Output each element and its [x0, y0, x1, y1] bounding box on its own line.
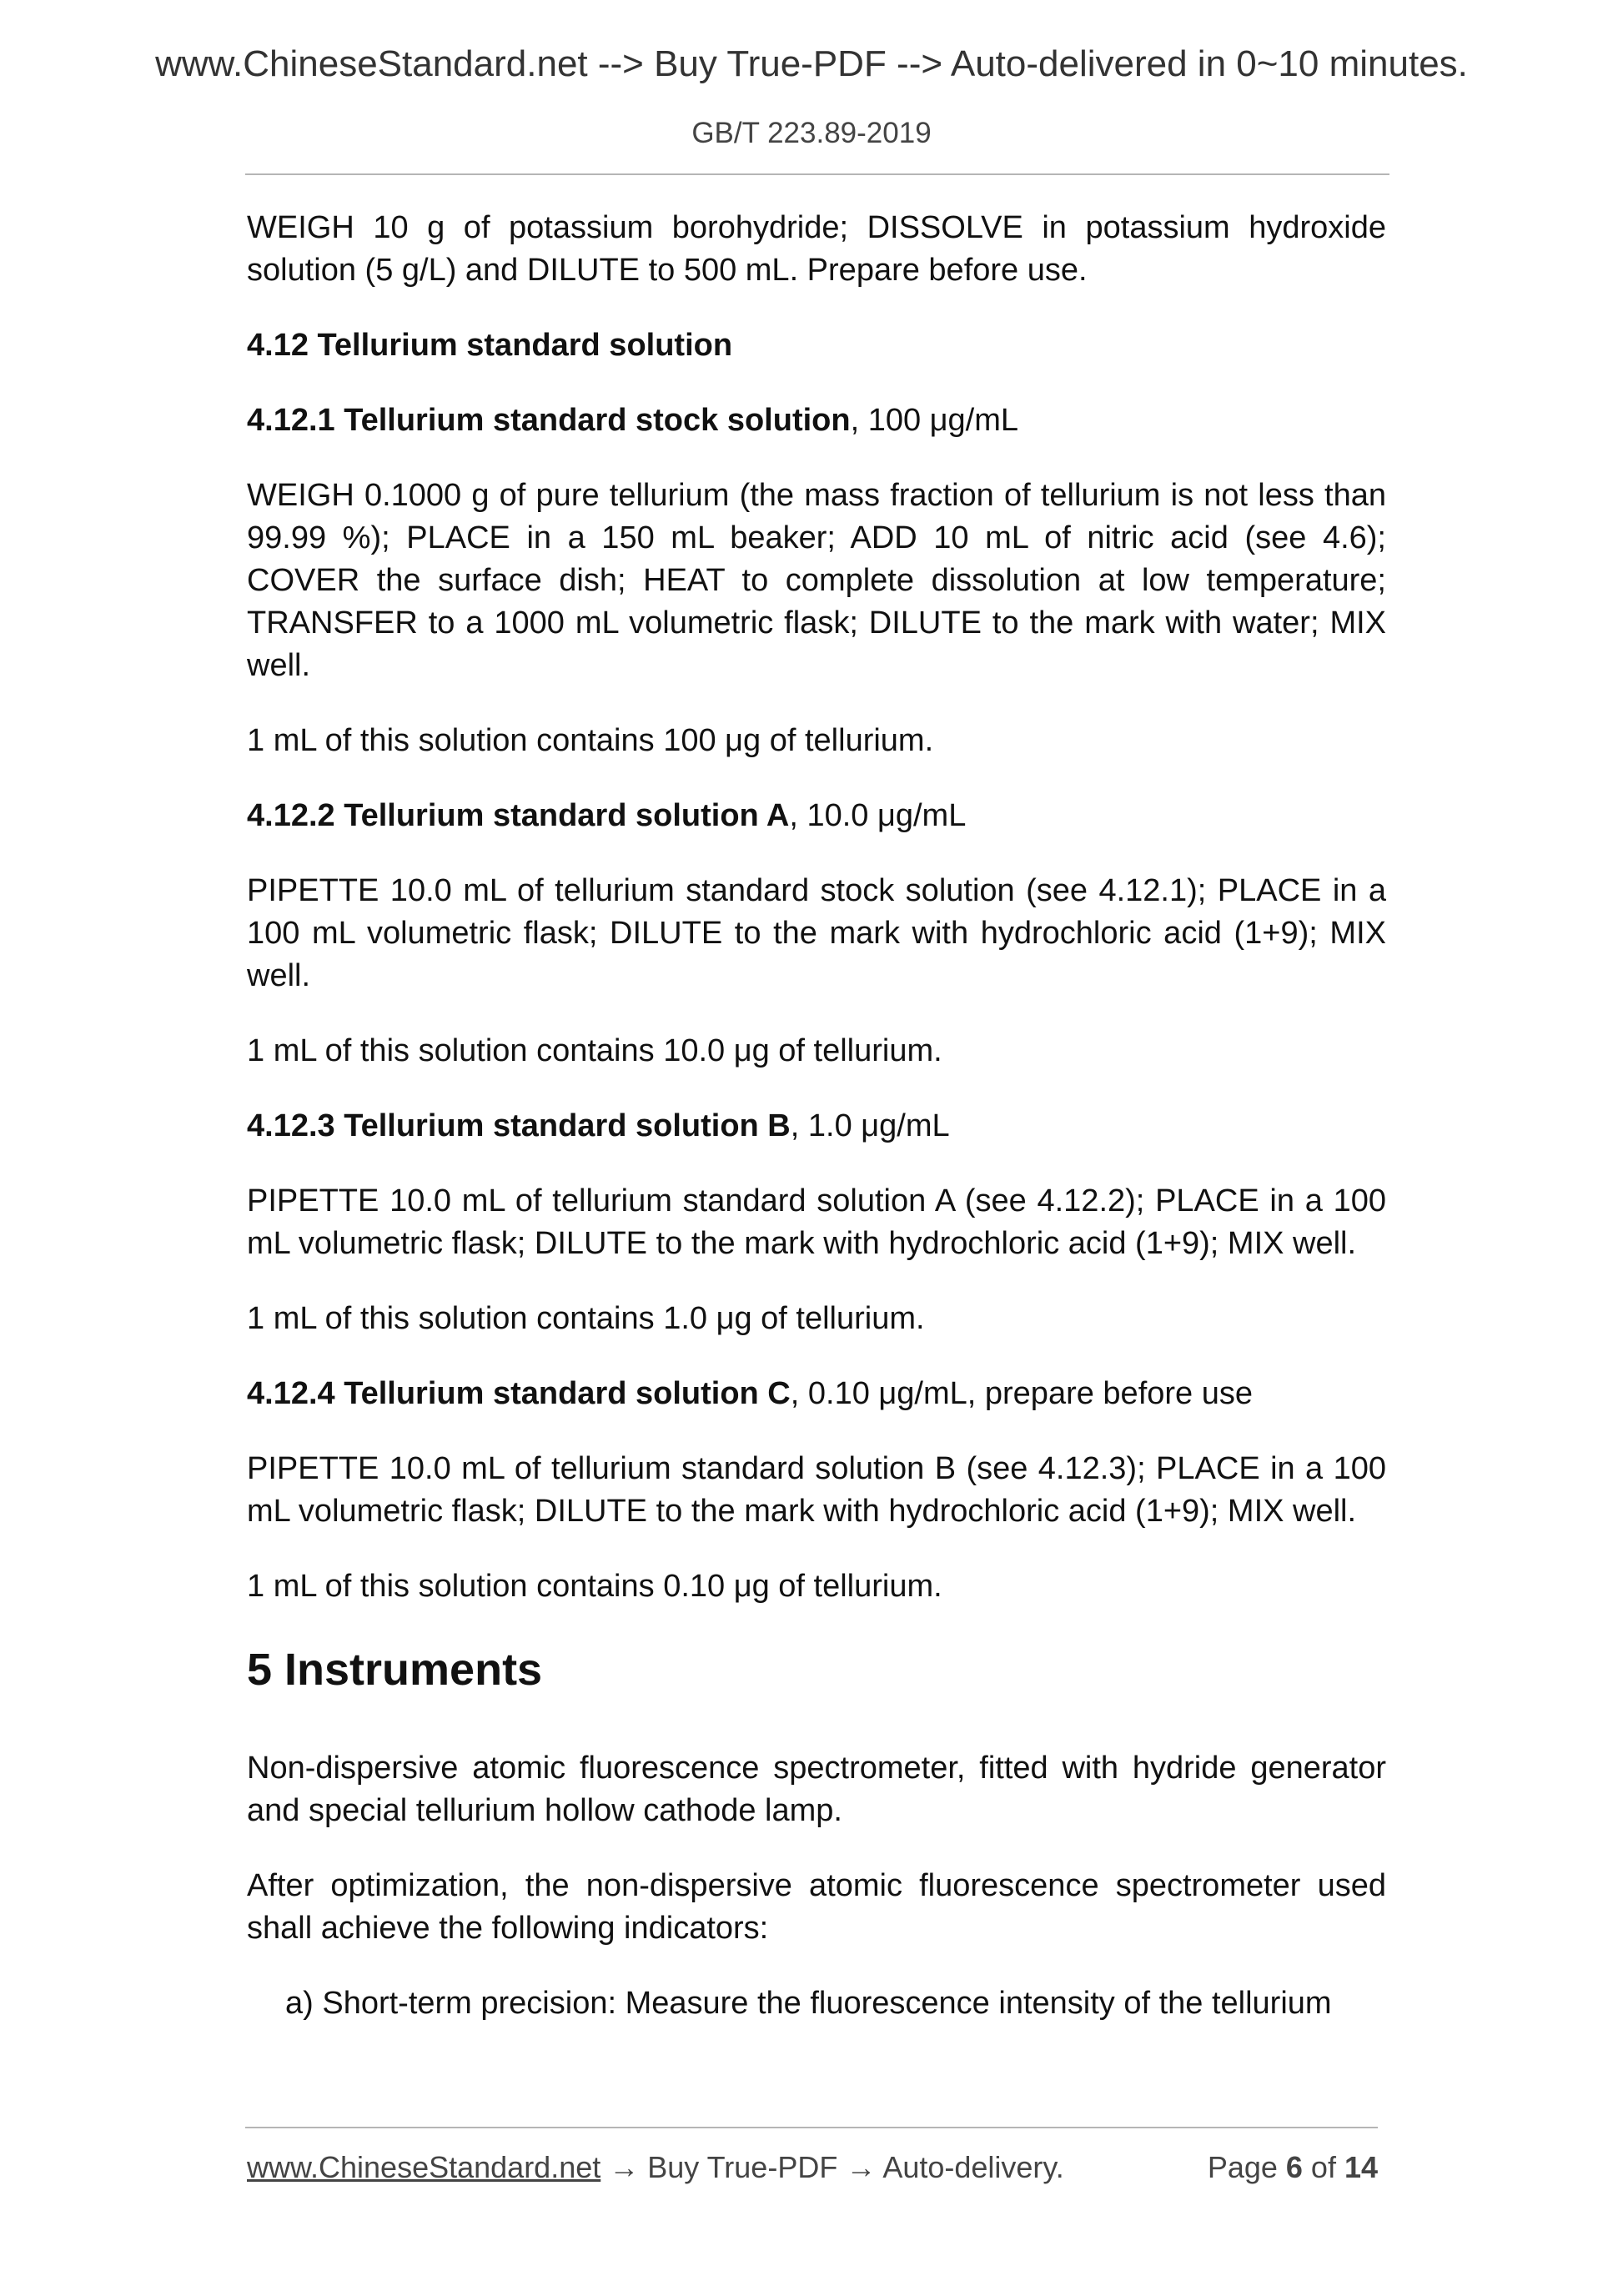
note-4-12-4: 1 mL of this solution contains 0.10 μg of tellurium. — [247, 1569, 942, 1604]
paragraph-4-12-1: WEIGH 0.1000 g of pure tellurium (the mass fraction of tellurium is not less than 99.99 %); PLACE in a 150 mL beaker; ADD 10 mL of nitric acid (see 4.6); COVER the surface dish; HEAT to complete dissolution at low temperature; TRANSFER to a 1000 mL volumetric flask; DILUTE to the mark with water; MIX well. — [247, 478, 1386, 683]
page-number: Page 6 of 14 — [1207, 2150, 1378, 2184]
note-4-12-2: 1 mL of this solution contains 10.0 μg of tellurium. — [247, 1033, 942, 1068]
top-banner: www.ChineseStandard.net --> Buy True-PDF --> Auto-delivered in 0~10 minutes. — [155, 43, 1468, 84]
page-footer — [247, 2150, 1378, 2185]
note-4-12-1: 1 mL of this solution contains 100 μg of tellurium. — [247, 723, 934, 758]
section-heading-4-12-3: 4.12.3 Tellurium standard solution B, 1.0 μg/mL — [247, 1108, 950, 1143]
footer-site-link[interactable]: www.ChineseStandard.net — [247, 2150, 601, 2184]
section-heading-4-12: 4.12 Tellurium standard solution — [247, 328, 733, 363]
paragraph-5-indicators: After optimization, the non-dispersive atomic fluorescence spectrometer used shall achieve the following indicators: — [247, 1868, 1386, 1946]
footer-tagline: → Buy True-PDF → Auto-delivery. — [600, 2150, 1064, 2184]
paragraph-4-12-3: PIPETTE 10.0 mL of tellurium standard solution A (see 4.12.2); PLACE in a 100 mL volumetric flask; DILUTE to the mark with hydrochloric acid (1+9); MIX well. — [247, 1183, 1386, 1261]
note-4-12-3: 1 mL of this solution contains 1.0 μg of tellurium. — [247, 1301, 925, 1336]
page-content — [247, 207, 1386, 2057]
paragraph-potassium-borohydride: WEIGH 10 g of potassium borohydride; DISSOLVE in potassium hydroxide solution (5 g/L) and DILUTE to 500 mL. Prepare before use. — [247, 210, 1386, 288]
section-heading-4-12-4: 4.12.4 Tellurium standard solution C, 0.10 μg/mL, prepare before use — [247, 1376, 1253, 1411]
section-heading-4-12-1: 4.12.1 Tellurium standard stock solution, 100 μg/mL — [247, 403, 1019, 438]
header-divider — [245, 173, 1389, 175]
paragraph-4-12-2: PIPETTE 10.0 mL of tellurium standard stock solution (see 4.12.1); PLACE in a 100 mL volumetric flask; DILUTE to the mark with hydrochloric acid (1+9); MIX well. — [247, 873, 1386, 993]
section-heading-4-12-2: 4.12.2 Tellurium standard solution A, 10.0 μg/mL — [247, 798, 967, 833]
paragraph-4-12-4: PIPETTE 10.0 mL of tellurium standard solution B (see 4.12.3); PLACE in a 100 mL volumetric flask; DILUTE to the mark with hydrochloric acid (1+9); MIX well. — [247, 1451, 1386, 1529]
footer-divider — [245, 2127, 1378, 2128]
section-heading-5: 5 Instruments — [247, 1645, 543, 1695]
standard-code: GB/T 223.89-2019 — [691, 117, 932, 149]
list-item-a: a) Short-term precision: Measure the fluorescence intensity of the tellurium — [285, 1986, 1332, 2021]
paragraph-5-instrument: Non-dispersive atomic fluorescence spectrometer, fitted with hydride generator and special tellurium hollow cathode lamp. — [247, 1751, 1386, 1828]
